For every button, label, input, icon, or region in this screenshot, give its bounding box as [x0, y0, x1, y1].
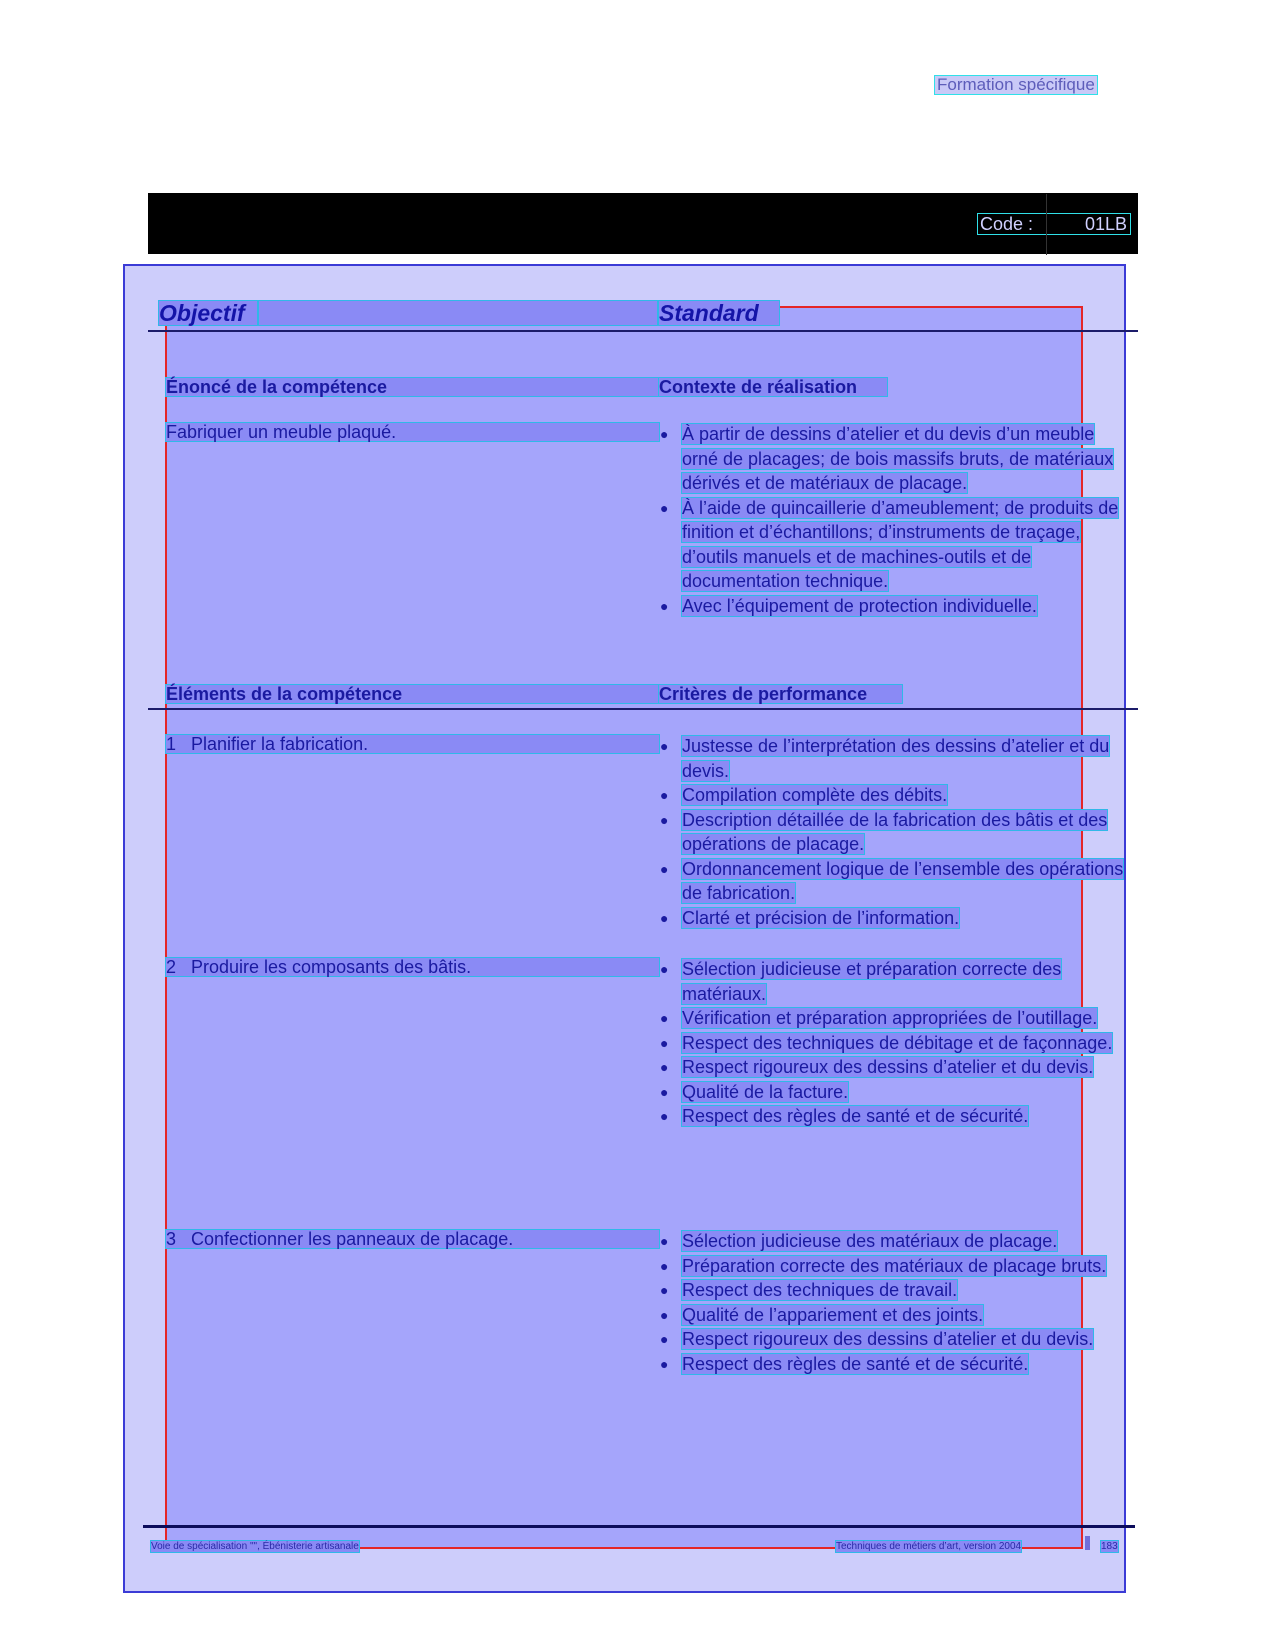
title-row-fill — [258, 300, 658, 326]
bullet-icon: ● — [660, 1355, 669, 1372]
bullet-icon: ● — [660, 1233, 669, 1249]
criterion-item: ● Respect rigoureux des dessins d’atelier et du devis. — [658, 1055, 1120, 1080]
bullet-icon: ● — [660, 811, 669, 828]
bullet-icon: ● — [660, 426, 669, 442]
criteria-list-3 — [658, 1229, 1120, 1376]
element-label: Planifier la fabrication. — [191, 734, 369, 754]
standard-title: Standard — [658, 300, 780, 326]
criterion-item: ● Respect des techniques de débitage et de façonnage. — [658, 1031, 1120, 1056]
element-1 — [165, 734, 660, 754]
criterion-item: ● Respect rigoureux des dessins d’atelier et du devis. — [658, 1327, 1120, 1352]
bullet-icon: ● — [660, 738, 669, 754]
criteria-list-2 — [658, 957, 1120, 1129]
code-box — [977, 213, 1131, 235]
context-item: ● À l’aide de quincaillerie d’ameublement; de produits de finition et d’échantillons; d’instruments de traçage, d’outils manuels et de machines-outils et de documentation technique. — [660, 497, 1119, 591]
element-number: 1 — [166, 734, 177, 754]
bullet-icon: ● — [660, 860, 669, 877]
element-2 — [165, 957, 660, 977]
criterion-item: ● Description détaillée de la fabrication des bâtis et des opérations de placage. — [660, 809, 1108, 854]
bullet-icon: ● — [660, 1010, 669, 1026]
criterion-item: ● Respect des règles de santé et de sécurité. — [658, 1104, 1120, 1129]
statement-heading: Énoncé de la compétence — [165, 377, 660, 397]
element-label: Produire les composants des bâtis. — [191, 957, 472, 977]
footer-marker — [1085, 1536, 1090, 1550]
bullet-icon: ● — [660, 909, 669, 926]
context-heading: Contexte de réalisation — [658, 377, 888, 397]
code-label: Code : — [980, 214, 1034, 234]
element-3 — [165, 1229, 660, 1249]
element-number: 2 — [166, 957, 177, 977]
title-rule — [148, 330, 1138, 332]
criterion-item: ● Clarté et précision de l’information. — [658, 906, 1130, 931]
criterion-item: ● Préparation correcte des matériaux de placage bruts. — [658, 1254, 1120, 1279]
objective-title: Objectif — [158, 300, 258, 326]
criteria-heading: Critères de performance — [658, 684, 903, 704]
criterion-item: ● Vérification et préparation appropriées de l’outillage. — [658, 1006, 1120, 1031]
criterion-item: ● Respect des techniques de travail. — [658, 1278, 1120, 1303]
criterion-item: ● Sélection judicieuse des matériaux de placage. — [658, 1229, 1120, 1254]
elements-rule — [148, 708, 1138, 710]
bullet-icon: ● — [660, 1331, 669, 1347]
bullet-icon: ● — [660, 1282, 669, 1298]
bullet-icon: ● — [660, 961, 669, 977]
criterion-item: ● Justesse de l’interprétation des dessins d’atelier et du devis. — [660, 736, 1110, 781]
bullet-icon: ● — [660, 499, 669, 516]
criterion-item: ● Qualité de l’appariement et des joints. — [658, 1303, 1120, 1328]
criterion-item: ● Qualité de la facture. — [658, 1080, 1120, 1105]
element-label: Confectionner les panneaux de placage. — [191, 1229, 514, 1249]
element-number: 3 — [166, 1229, 177, 1249]
context-item: ● À partir de dessins d’atelier et du devis d’un meuble orné de placages; de bois massifs bruts, de matériaux dérivés et de matériaux de placage. — [660, 424, 1114, 493]
criterion-item: ● Respect des règles de santé et de sécurité. — [658, 1352, 1120, 1377]
footer-rule — [143, 1525, 1135, 1528]
criterion-item: ● Ordonnancement logique de l’ensemble des opérations de fabrication. — [660, 858, 1124, 903]
bullet-icon: ● — [660, 1306, 669, 1323]
footer-right: Techniques de métiers d’art, version 2004 — [836, 1541, 1022, 1552]
footer-left: Voie de spécialisation "", Ébénisterie artisanale — [151, 1541, 359, 1552]
bullet-icon: ● — [660, 597, 669, 614]
code-value: 01LB — [1084, 214, 1127, 234]
context-list — [658, 422, 1128, 618]
bullet-icon: ● — [660, 1034, 669, 1051]
bullet-icon: ● — [660, 1083, 669, 1100]
criterion-item: ● Compilation complète des débits. — [658, 783, 1130, 808]
criterion-item: ● Sélection judicieuse et préparation correcte des matériaux. — [660, 959, 1062, 1004]
bullet-icon: ● — [660, 787, 669, 803]
criteria-list-1 — [658, 734, 1130, 930]
page-number: 183 — [1101, 1541, 1118, 1552]
bullet-icon: ● — [660, 1108, 669, 1124]
context-item: ● Avec l’équipement de protection individuelle. — [658, 594, 1128, 619]
elements-heading: Éléments de la compétence — [165, 684, 660, 704]
code-separator — [1046, 194, 1047, 255]
section-label: Formation spécifique — [934, 75, 1098, 95]
bullet-icon: ● — [660, 1257, 669, 1274]
bullet-icon: ● — [660, 1059, 669, 1075]
competence-statement: Fabriquer un meuble plaqué. — [165, 422, 660, 442]
